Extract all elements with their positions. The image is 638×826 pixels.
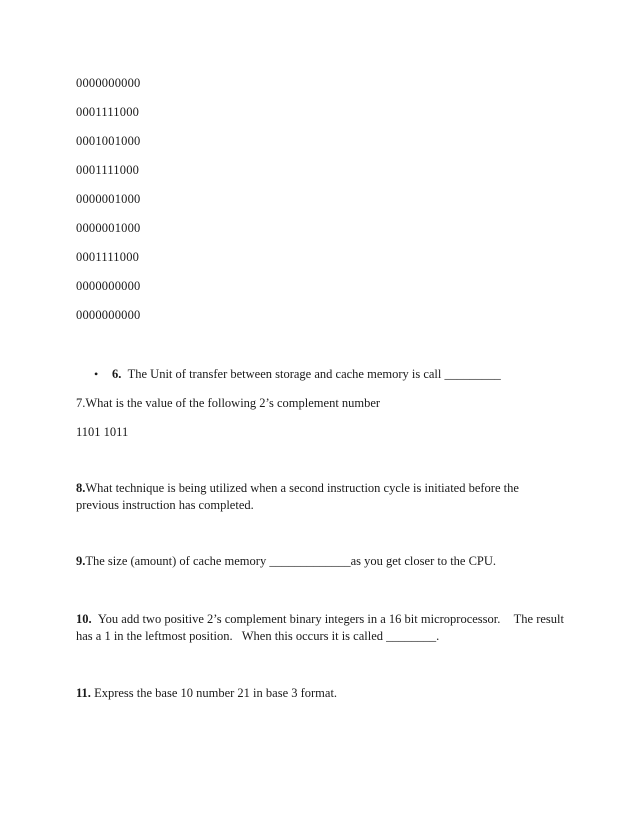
question-8-text-line1: What technique is being utilized when a second instruction cycle is initiated before the [85,481,519,495]
question-10-text-line1-right: The result [513,612,564,626]
binary-row: 0001111000 [76,163,140,177]
question-8 [76,480,566,514]
binary-row: 0001111000 [76,250,140,264]
question-10-text-line1-left: You add two positive 2’s complement binary integers in a 16 bit microprocessor. [97,612,501,626]
question-7-value: 1101 1011 [76,425,129,439]
bullet-icon: • [94,367,99,381]
question-8-number: 8. [76,481,86,495]
binary-row: 0001111000 [76,105,140,119]
binary-row: 0000000000 [76,308,141,322]
question-11-text: Express the base 10 number 21 in base 3 format. [94,686,338,700]
question-8-text-line2: previous instruction has completed. [76,498,254,512]
question-11 [76,685,337,701]
question-10-text-line2: has a 1 in the leftmost position. When this occurs it is called ________. [76,629,440,643]
binary-row: 0000000000 [76,279,141,293]
question-9-text: The size (amount) of cache memory _____________as you get closer to the CPU. [85,554,497,568]
question-6 [94,366,501,382]
question-11-number: 11. [76,686,91,700]
binary-row: 0000000000 [76,76,141,90]
question-10-number: 10. [76,612,92,626]
binary-row: 0000001000 [76,221,141,235]
question-9 [76,553,496,569]
question-6-number: 6. [112,367,122,381]
binary-row: 0001001000 [76,134,141,148]
binary-row: 0000001000 [76,192,141,206]
question-9-number: 9. [76,554,86,568]
question-7-text: 7.What is the value of the following 2’s complement number [76,396,381,410]
question-10 [76,611,564,645]
question-6-text: The Unit of transfer between storage and cache memory is call _________ [127,367,501,381]
